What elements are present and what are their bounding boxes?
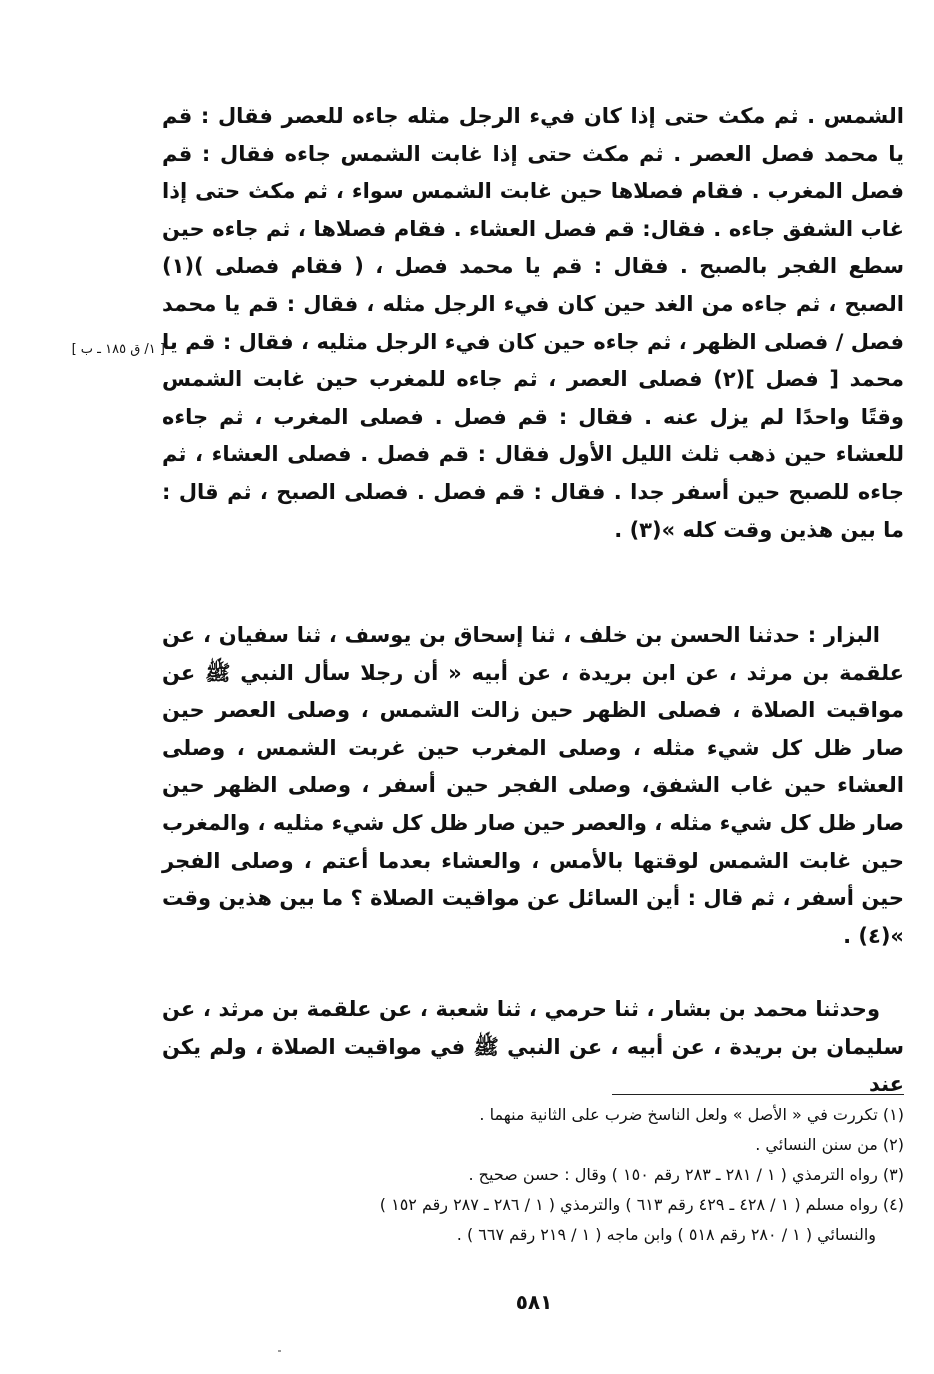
footnote-3: (٣) رواه الترمذي ( ١ / ٢٨١ ـ ٢٨٣ رقم ١٥٠ ) وقال : حسن صحيح . xyxy=(468,1165,904,1184)
footnote-1: (١) تكررت في « الأصل » ولعل الناسخ ضرب على الثانية منهما . xyxy=(479,1105,904,1124)
manuscript-folio-note: [ ١/ ق ١٨٥ ـ ب ] xyxy=(71,342,165,357)
footnote-2: (٢) من سنن النسائي . xyxy=(755,1135,904,1154)
paragraph-2: البزار : حدثنا الحسن بن خلف ، ثنا إسحاق بن يوسف ، ثنا سفيان ، عن علقمة بن مرثد ، عن ابن بريدة ، عن أبيه « أن رجلا سأل النبي ﷺ عن مواقيت الصلاة ، فصلى الظهر حين زالت الشمس ، وصلى العصر حين صار ظل كل شيء مثله ، وصلى المغرب حين غربت الشمس ، وصلى العشاء حين غاب الشفق، وصلى الفجر حين أسفر ، وصلى الظهر حين صار ظل كل شيء مثله ، والعصر حين صار ظل كل شيء مثليه ، والمغرب حين غابت الشمس لوقتها بالأمس ، والعشاء بعدما أعتم ، وصلى الفجر حين أسفر ، ثم قال : أين السائل عن مواقيت الصلاة ؟ ما بين هذين وقت »(٤) . xyxy=(162,623,904,948)
footnote-4-continuation: والنسائي ( ١ / ٢٨٠ رقم ٥١٨ ) وابن ماجه ( ١ / ٢١٩ رقم ٦٦٧ ) . xyxy=(456,1225,876,1244)
scan-speck xyxy=(278,1350,281,1352)
paragraph-2-block xyxy=(162,617,904,955)
paragraph-3-block xyxy=(162,991,904,1104)
footnotes xyxy=(162,1100,904,1250)
paragraph-1: الشمس . ثم مكث حتى إذا كان فيء الرجل مثله جاءه للعصر فقال : قم يا محمد فصل العصر . ثم مكث حتى إذا غابت الشمس جاءه فقال : قم فصل المغرب . فقام فصلاها حين غابت الشمس سواء ، ثم مكث حتى إذا غاب الشفق جاءه . فقال: قم فصل العشاء . فقام فصلاها ، ثم جاءه حين سطع الفجر بالصبح . فقال : قم يا محمد فصل ، ( فقام فصلى )(١) الصبح ، ثم جاءه من الغد حين كان فيء الرجل مثله ، فقال : قم يا محمد فصل / فصلى الظهر ، ثم جاءه حين كان فيء الرجل مثليه ، فقال : قم يا محمد [ فصل ](٢) فصلى العصر ، ثم جاءه للمغرب حين غابت الشمس وقتًا واحدًا لم يزل عنه . فقال : قم فصل . فصلى المغرب ، ثم جاءه للعشاء حين ذهب ثلث الليل الأول فقال : قم فصل . فصلى العشاء ، ثم جاءه للصبح حين أسفر جدا . فقال : قم فصل . فصلى الصبح ، ثم قال : ما بين هذين وقت كله »(٣) . xyxy=(162,104,905,542)
paragraph-3: وحدثنا محمد بن بشار ، ثنا حرمي ، ثنا شعبة ، عن علقمة بن مرثد ، عن سليمان بن بريدة ، عن أبيه ، عن النبي ﷺ في مواقيت الصلاة ، ولم يكن عند xyxy=(162,997,904,1097)
footnote-separator xyxy=(612,1094,904,1095)
footnote-4: (٤) رواه مسلم ( ١ / ٤٢٨ ـ ٤٢٩ رقم ٦١٣ ) والترمذي ( ١ / ٢٨٦ ـ ٢٨٧ رقم ١٥٢ ) xyxy=(379,1195,904,1214)
page-number: ٥٨١ xyxy=(515,1290,553,1314)
paragraph-1-block xyxy=(162,98,904,549)
